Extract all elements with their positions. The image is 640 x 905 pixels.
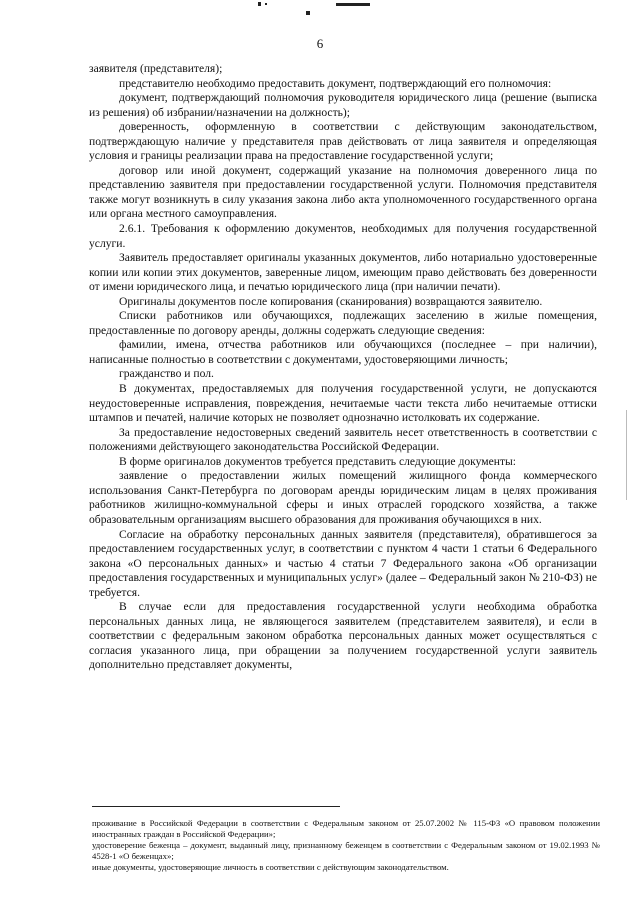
footnote-line: иные документы, удостоверяющие личность в соответствии с действующим законодательством. (92, 862, 449, 872)
scan-artifact-mark (626, 410, 627, 500)
paragraph: Заявитель предоставляет оригиналы указанных документов, либо нотариально удостоверенные копии или копии этих документов, заверенные лицом, имеющим право действовать без доверенности от имени юридического лица, и печатью юридического лица (при наличии печати). (89, 251, 597, 294)
paragraph: В документах, предоставляемых для получения государственной услуги, не допускаются неудостоверенные исправления, повреждения, нечитаемые части текста либо нечитаемые оттиски штампов и печатей, наличие которых не позволяет однозначно истолковать их содержание. (89, 382, 597, 425)
paragraph: В форме оригиналов документов требуется представить следующие документы: (119, 454, 517, 468)
body-text (89, 62, 597, 673)
paragraph: документ, подтверждающий полномочия руководителя юридического лица (решение (выписка из решения) об избрании/назначении на должность); (89, 91, 597, 119)
scan-artifact-mark (265, 3, 267, 5)
paragraph: заявление о предоставлении жилых помещений жилищного фонда коммерческого использования Санкт-Петербурга по договорам аренды юридическим лицам в целях проживания работников жилищно-коммунальной сферы и иных отраслей городского хозяйства, а также образовательным организациям высшего образования для проживания обучающихся в них. (89, 469, 597, 526)
paragraph: гражданство и пол. (119, 367, 214, 381)
scan-artifact-mark (336, 3, 370, 6)
paragraph: заявителя (представителя); (89, 62, 223, 75)
paragraph: договор или иной документ, содержащий указание на полномочия доверенного лица по представлению заявителя при предоставлении государственной услуги. Полномочия представителя также могут возникнуть в силу указания закона либо акта уполномоченного государственного органа или органа местного самоуправления. (89, 163, 597, 221)
scan-artifact-mark (258, 2, 261, 6)
paragraph: 2.6.1. Требования к оформлению документов, необходимых для получения государственной услуги. (89, 222, 597, 250)
paragraph: доверенность, оформленную в соответствии с действующим законодательством, подтверждающую наличие у представителя прав действовать от лица заявителя и определяющая условия и границы реализации права на предоставление государственной услуги; (89, 120, 597, 163)
footnotes (92, 818, 600, 873)
page-number: 6 (316, 36, 324, 51)
footnote-line: проживание в Российской Федерации в соответствии с Федеральным законом от 25.07.2002 № 115-ФЗ «О правовом положении иностранных граждан в Российской Федерации»; (92, 818, 600, 839)
paragraph: За предоставление недостоверных сведений заявитель несет ответственность в соответствии с положениями действующего законодательства Российской Федерации. (89, 425, 597, 454)
paragraph: Оригиналы документов после копирования (сканирования) возвращаются заявителю. (119, 294, 543, 308)
paragraph: фамилии, имена, отчества работников или обучающихся (последнее – при наличии), написанные полностью в соответствии с документами, удостоверяющими личность; (89, 338, 597, 366)
paragraph: Списки работников или обучающихся, подлежащих заселению в жилые помещения, предоставленные по договору аренды, должны содержать следующие сведения: (89, 309, 597, 337)
footnote-line: удостоверение беженца – документ, выданный лицу, признанному беженцем в соответствии с Федеральным законом от 19.02.1993 № 4528-1 «О беженцах»; (92, 840, 600, 861)
paragraph: Согласие на обработку персональных данных заявителя (представителя), обратившегося за предоставлением государственных услуг, в соответствии с пунктом 4 части 1 статьи 6 Федерального закона «О персональных данных» и частью 4 статьи 7 Федерального закона «Об организации предоставления государственных и муниципальных услуг» (далее – Федеральный закон № 210-ФЗ) не требуется. (89, 527, 597, 599)
paragraph: В случае если для предоставления государственной услуги необходима обработка персональных данных лица, не являющегося заявителем (представителем заявителя), и если в соответствии с федеральным законом обработка персональных данных может осуществляться с согласия указанного лица, при обращении за получением государственной услуги заявитель дополнительно представляет документы, (89, 600, 597, 672)
paragraph: представителю необходимо предоставить документ, подтверждающий его полномочия: (119, 76, 552, 90)
footnote-separator (92, 806, 340, 807)
scan-artifact-mark (306, 11, 310, 15)
